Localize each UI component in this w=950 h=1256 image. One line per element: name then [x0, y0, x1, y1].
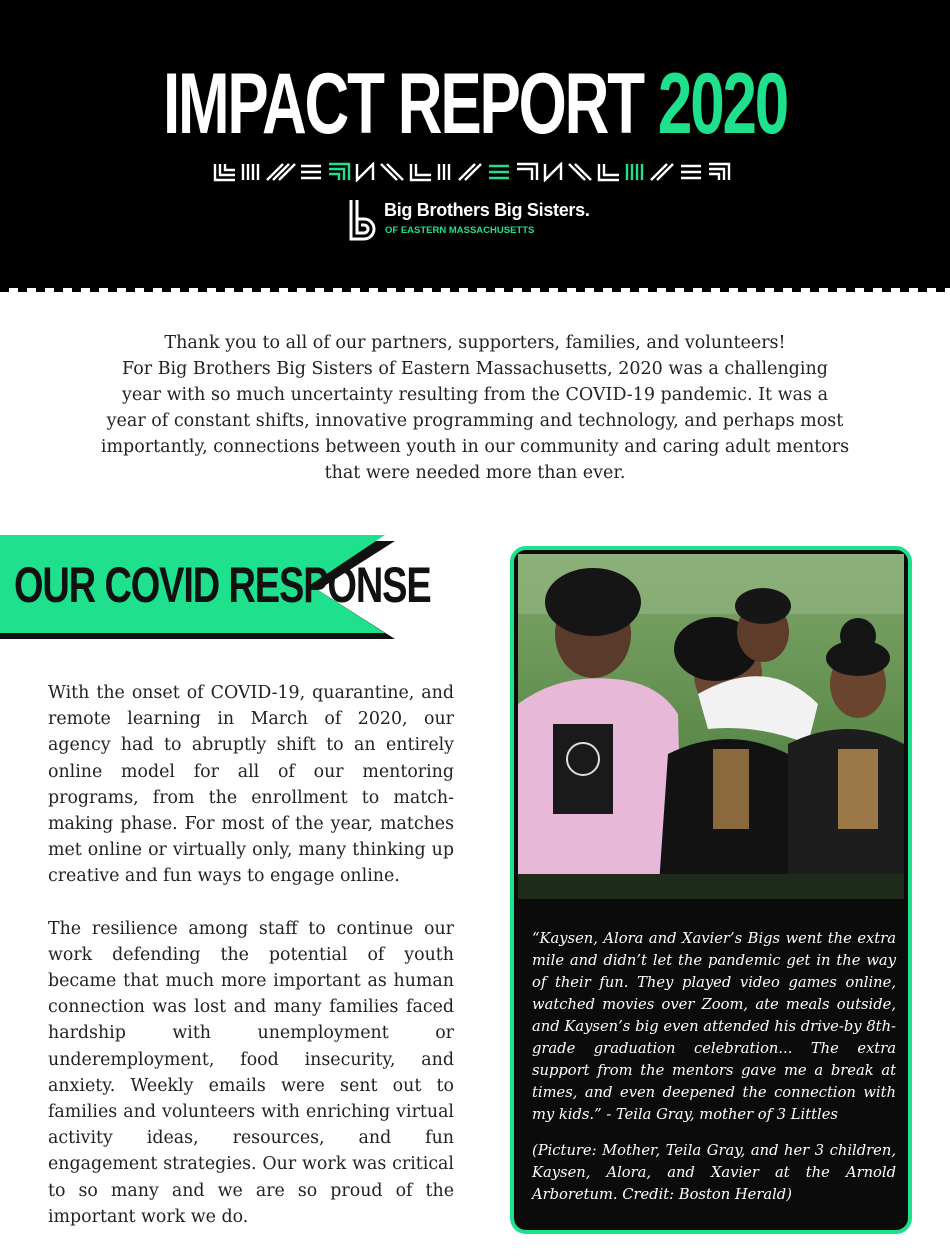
intro-text — [60, 330, 890, 486]
testimonial-quote: “Kaysen, Alora and Xavier’s Bigs went the extra mile and didn’t let the pandemic get in the way of their fun. They played video games online, watched movies over Zoom, ate meals outside, and Kaysen’s big even attended his drive-by 8th-grade graduation celebration... The extra support from the mentors gave me a break at times, and even deepened the connection with my kids.” - Teila Gray, mother of 3 Littles — [532, 930, 896, 1123]
intro-line: importantly, connections between youth in our community and caring adult mentors — [100, 437, 850, 457]
section-heading: OUR COVID RESPONSE — [14, 557, 431, 613]
header-zigzag-edge — [0, 286, 950, 298]
title-year: 2020 — [657, 56, 788, 152]
body-paragraph: The resilience among staff to continue our work defending the potential of youth became that much more important as human connection was lost and many families faced hardship with unemployment or underemployment, food insecurity, and anxiety. Weekly emails were sent out to families and volunteers with enriching virtual activity ideas, resources, and fun engagement strategies. Our work was critical to so many and we are so proud of the important work we do. — [48, 918, 454, 1227]
org-name: Big Brothers Big Sisters. — [384, 200, 590, 220]
intro-line: For Big Brothers Big Sisters of Eastern Massachusetts, 2020 was a challenging — [122, 359, 828, 379]
title-main: IMPACT REPORT — [162, 56, 643, 152]
org-subtitle: OF EASTERN MASSACHUSETTS — [385, 225, 535, 236]
section-body — [48, 680, 454, 1256]
testimonial-card — [510, 546, 912, 1234]
org-brand — [348, 198, 608, 242]
report-title — [133, 58, 817, 150]
bbbs-logo-icon — [348, 198, 380, 242]
report-header — [0, 0, 950, 296]
testimonial-text — [532, 928, 896, 1220]
body-paragraph: With the onset of COVID-19, quarantine, and remote learning in March of 2020, our agency had to abruptly shift to an entirely online model for all of our mentoring programs, from the enrollment to match-making phase. For most of the year, matches met online or virtually only, many thinking up creative and fun ways to engage online. — [48, 683, 454, 887]
intro-line: that were needed more than ever. — [324, 463, 626, 483]
decorative-pattern — [213, 162, 737, 182]
photo-caption: (Picture: Mother, Teila Gray, and her 3 children, Kaysen, Alora, and Xavier at the Arnold Arboretum. Credit: Boston Herald) — [532, 1142, 896, 1203]
intro-line: year of constant shifts, innovative programming and technology, and perhaps most — [106, 411, 844, 431]
intro-line: Thank you to all of our partners, supporters, families, and volunteers! — [164, 333, 786, 353]
family-photo-icon — [518, 554, 904, 899]
intro-line: year with so much uncertainty resulting from the COVID-19 pandemic. It was a — [121, 385, 829, 405]
